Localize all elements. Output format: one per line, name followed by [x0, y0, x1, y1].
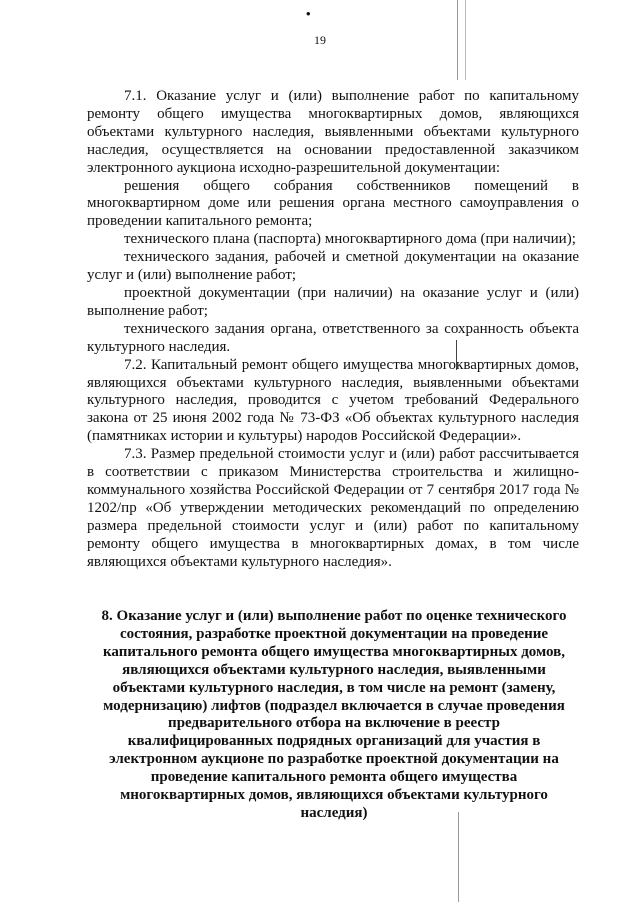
- list-item-technical-plan: технического плана (паспорта) многоквартирного дома (при наличии);: [124, 231, 576, 248]
- list-item-owners-decision: решения общего собрания собственников помещений в многоквартирном доме или решения органа местного самоуправления о проведении капитального ремонта;: [87, 177, 579, 230]
- paragraph-7-1: 7.1. Оказание услуг и (или) выполнение работ по капитальному ремонту общего имущества многоквартирных домов, являющихся объектами культурного наследия, выявленными объектами культурного наследия, осуществляется на основании предоставленной заказчиком электронного аукциона исходно-разрешительной документации:: [87, 88, 579, 176]
- paragraph-7-2: 7.2. Капитальный ремонт общего имущества многоквартирных домов, являющихся объектами культурного наследия, выявленными объектами культурного наследия, проводится с учетом требований Федерального закона от 25 июня 2002 года № 73-ФЗ «Об объектах культурного наследия (памятниках истории и культуры) народов Российской Федерации».: [87, 356, 579, 445]
- section-8-heading: 8. Оказание услуг и (или) выполнение работ по оценке технического состояния, разработке проектной документации на проведение капитального ремонта общего имущества многоквартирных домов, являющихся объектами культурного наследия, выявленными объектами культурного наследия, в том числе на ремонт (замену, модернизацию) лифтов (подраздел включается в случае проведения предварительного отбора на включение в реестр квалифицированных подрядных организаций для участия в электронном аукционе по разработке проектной документации на проведение капитального ремонта общего имущества многоквартирных домов, являющихся объектами культурного наследия): [101, 608, 567, 821]
- scan-edge-mark: [458, 812, 459, 902]
- list-item-heritage-authority-assignment: технического задания органа, ответственного за сохранность объекта культурного наследия.: [87, 320, 579, 355]
- scan-dot: •: [306, 6, 311, 21]
- page-number: 19: [314, 33, 326, 47]
- paragraph-7-3: 7.3. Размер предельной стоимости услуг и (или) работ рассчитывается в соответствии с приказом Министерства строительства и жилищно-коммунального хозяйства Российской Федерации от 7 сентября 2017 года № 1202/пр «Об утверждении методических рекомендаций по определению размера предельной стоимости услуг и (или) работ по капитальному ремонту общего имущества в многоквартирных домах, в том числе являющихся объектами культурного наследия».: [87, 446, 579, 570]
- document-body: [87, 88, 579, 571]
- list-item-project-documentation: проектной документации (при наличии) на оказание услуг и (или) выполнение работ;: [87, 284, 579, 319]
- list-item-technical-assignment: технического задания, рабочей и сметной документации на оказание услуг и (или) выполнение работ;: [87, 249, 579, 284]
